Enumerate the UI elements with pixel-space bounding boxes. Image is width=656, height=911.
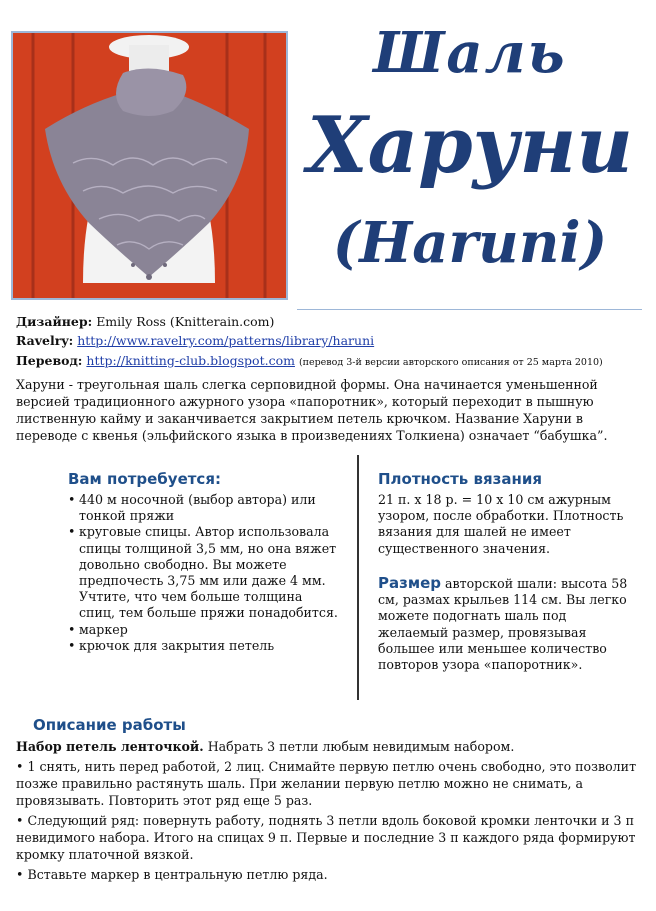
translation-note: (перевод 3-й версии авторского описания от 25 марта 2010) [298, 357, 603, 368]
gauge-text: 21 п. х 18 р. = 10 х 10 см ажурным узором, после обработки. Плотность вязания для шалей не имеет существенного значения. [378, 492, 624, 556]
list-item: • крючок для закрытия петель [68, 638, 338, 654]
title-line-3: (Haruni) [332, 210, 608, 276]
work-step-text: Следующий ряд: повернуть работу, поднять 3 петли вдоль боковой кромки ленточки и 3 п невидимого набора. Итого на спицах 9 п. Первые и последние 3 п каждого ряда формируют кромку платочной вязкой. [16, 813, 636, 862]
list-item: • маркер [68, 622, 338, 638]
translation-line [16, 353, 603, 368]
column-divider [357, 455, 359, 700]
translation-label: Перевод: [16, 353, 83, 368]
title-line-1: Шаль [373, 20, 567, 86]
work-step: • Следующий ряд: повернуть работу, поднять 3 петли вдоль боковой кромки ленточки и 3 п невидимого набора. Итого на спицах 9 п. Первые и последние 3 п каждого ряда формируют кромку платочной вязкой. [16, 813, 636, 862]
materials-heading: Вам потребуется: [68, 470, 221, 488]
ravelry-link[interactable]: http://www.ravelry.com/patterns/library/haruni [77, 333, 375, 348]
cast-on-label: Набор петель ленточкой. [16, 739, 204, 754]
intro-paragraph: Харуни - треугольная шаль слегка серповидной формы. Она начинается уменьшенной версией традиционного ажурного узора «папоротник», который переходит в пышную лиственную кайму и заканчивается закрытием петель крючком. Название Харуни в переводе с квенья (эльфийского языка в произведениях Толкиена) означает “бабушка”. [16, 377, 608, 443]
work-section [16, 738, 642, 886]
materials-list [68, 492, 338, 654]
shawl-photo-illustration [13, 33, 286, 298]
size-text: авторской шали: высота 58 см, размах крыльев 114 см. Вы легко можете подогнать шаль под желаемый размер, провязывая большее или меньшее количество повторов узора «папоротник». [378, 576, 628, 673]
designer-value: Emily Ross (Knitterain.com) [96, 314, 275, 329]
translation-link[interactable]: http://knitting-club.blogspot.com [86, 353, 295, 368]
gauge-heading: Плотность вязания [378, 470, 542, 488]
work-step: • Вставьте маркер в центральную петлю ряда. [16, 867, 328, 882]
cast-on-text: Набрать 3 петли любым невидимым набором. [207, 739, 515, 754]
title-line-2: Харуни [307, 100, 633, 191]
ravelry-line [16, 333, 374, 348]
list-item: • 440 м носочной (выбор автора) или тонкой пряжи [68, 492, 338, 524]
title-divider [297, 309, 642, 310]
shawl-photo [11, 31, 288, 300]
cast-on-paragraph [16, 738, 642, 755]
work-step: • 1 снять, нить перед работой, 2 лиц. Снимайте первую петлю очень свободно, это позволит позже правильно растянуть шаль. При желании первую петлю можно не снимать, а провязывать. Повторить этот ряд еще 5 раз. [16, 759, 637, 808]
work-heading: Описание работы [33, 716, 186, 734]
size-heading: Размер [378, 574, 442, 592]
designer-label: Дизайнер: [16, 314, 93, 329]
list-item: • круговые спицы. Автор использовала спицы толщиной 3,5 мм, но она вяжет довольно свободно. Вы можете предпочесть 3,75 мм или даже 4 мм. Учтите, что чем больше толщина спиц, тем больше пряжи понадобится. [68, 524, 338, 621]
size-block [378, 575, 640, 673]
work-step-text: Вставьте маркер в центральную петлю ряда. [27, 867, 328, 882]
designer-line [16, 314, 274, 329]
ravelry-label: Ravelry: [16, 333, 74, 348]
work-step-text: 1 снять, нить перед работой, 2 лиц. Снимайте первую петлю очень свободно, это позволит позже правильно растянуть шаль. При желании первую петлю можно не снимать, а провязывать. Повторить этот ряд еще 5 раз. [16, 759, 637, 808]
